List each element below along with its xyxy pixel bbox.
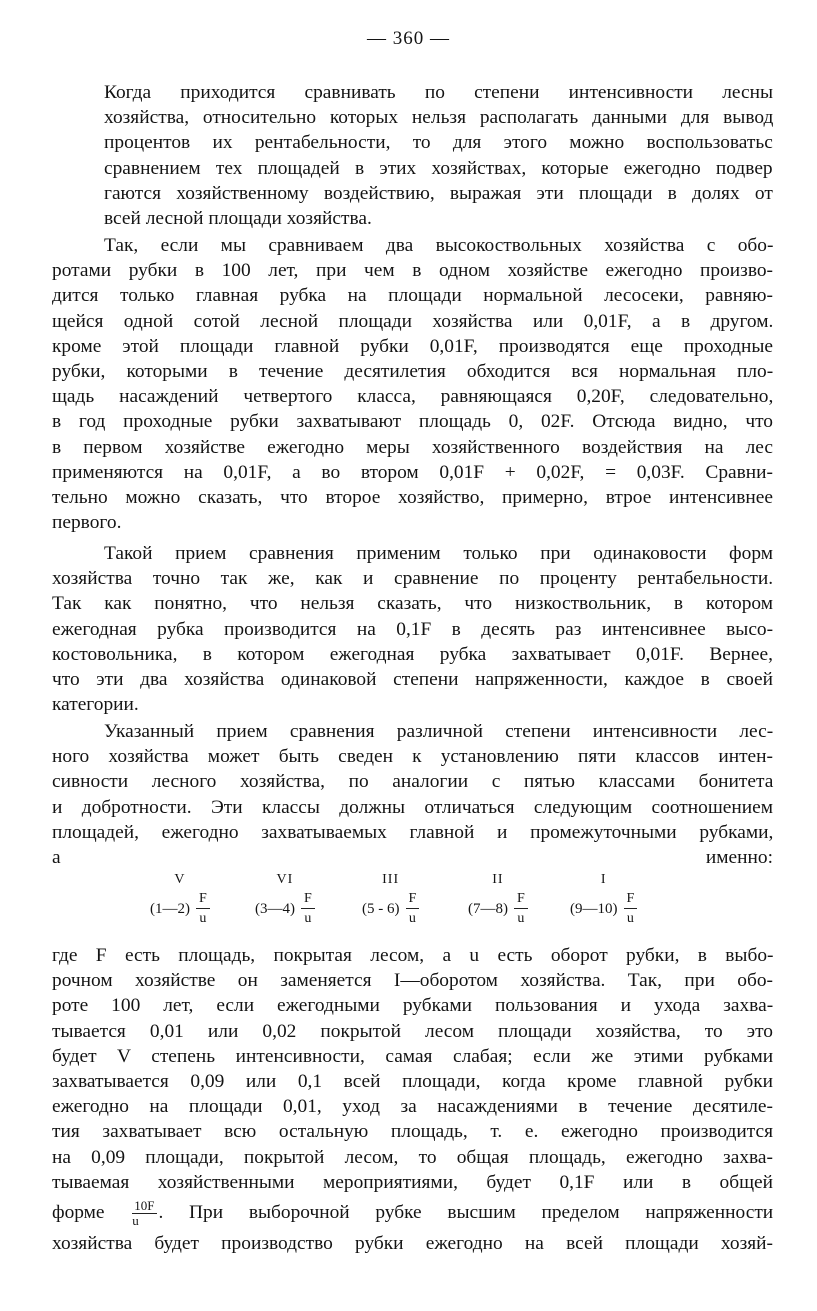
text-line: всей лесной площади хозяйства. xyxy=(104,208,372,230)
fraction-numerator: F xyxy=(301,890,315,909)
paragraph-4-body xyxy=(52,719,773,870)
paragraph-3-body xyxy=(52,541,773,717)
class-range: (7—8) xyxy=(468,900,508,917)
class-range: (1—2) xyxy=(150,900,190,917)
text-line: ного хозяйства может быть сведен к установлению пяти классов интен- xyxy=(52,746,773,768)
text-line: Указанный прием сравнения различной степени интенсивности лес- xyxy=(104,721,774,742)
fraction-denominator: u xyxy=(132,1213,139,1229)
paragraph-2 xyxy=(52,233,773,535)
intensity-class-i xyxy=(570,872,637,929)
paragraph-3 xyxy=(52,541,773,717)
text-line: сравнением тех площадей в этих хозяйствах, которые ежегодно подвер xyxy=(104,157,773,179)
class-range: (3—4) xyxy=(255,900,295,917)
inline-fraction xyxy=(132,1199,156,1228)
text-line: и добротности. Эти классы должны отличаться следующим соотношением xyxy=(52,796,773,818)
text-line: сивности лесного хозяйства, по аналогии с пятью классами бонитета xyxy=(52,771,774,793)
fraction-numerator: F xyxy=(196,890,210,909)
text-line: тывается 0,01 или 0,02 покрытой лесом площади хозяйства, то это xyxy=(52,1020,773,1042)
text-line: хозяйства будет производство рубки ежегодно на всей площади хозяй- xyxy=(52,1233,773,1255)
paragraph-1-body xyxy=(52,80,773,231)
text-line: тываемая хозяйственными мероприятиями, будет 0,1F или в общей xyxy=(52,1171,773,1193)
text-line: Такой прием сравнения применим только при одинаковости форм xyxy=(104,543,773,564)
text-line-with-fraction xyxy=(52,1195,773,1231)
paragraph-5 xyxy=(52,943,773,1256)
text-line: процентов их рентабельности, то для этого можно воспользоватьс xyxy=(104,132,773,154)
text-line: в год проходные рубки захватывают площадь 0, 02F. Отсюда видно, что xyxy=(52,411,773,433)
text-line: в первом хозяйстве ежегодно меры хозяйственного воздействия на лес xyxy=(52,436,773,458)
text-fragment: форме xyxy=(52,1202,105,1224)
intensity-class-vi xyxy=(255,872,315,929)
text-line: щейся одной сотой лесной площади хозяйства или 0,01F, а в другом. xyxy=(52,310,774,332)
fraction-numerator: F xyxy=(406,890,420,909)
paragraph-1 xyxy=(52,80,773,231)
class-fraction xyxy=(196,890,210,929)
fraction-numerator: F xyxy=(514,890,528,909)
text-line: тельно можно сказать, что второе хозяйство, примерно, втрое интенсивнее xyxy=(52,487,773,509)
class-roman: III xyxy=(382,872,400,887)
text-line: что эти два хозяйства одинаковой степени напряженности, каждое в своей xyxy=(52,669,773,691)
text-line: первого. xyxy=(52,512,122,534)
text-line: тия захватывает всю остальную площадь, т. е. ежегодно производится xyxy=(52,1121,773,1143)
text-line: хозяйства точно так же, как и сравнение по проценту рентабельности. xyxy=(52,568,774,590)
text-line: роте 100 лет, если ежегодными рубками пользования и ухода захва- xyxy=(52,995,774,1017)
fraction-denominator: u xyxy=(626,911,634,926)
text-line: захватывается 0,09 или 0,1 всей площади, когда кроме главной рубки xyxy=(52,1071,773,1093)
class-range: (5 - 6) xyxy=(362,900,400,917)
class-range: (9—10) xyxy=(570,900,618,917)
fraction-numerator: F xyxy=(624,890,638,909)
text-line: костовольника, в котором ежегодная рубка захватывает 0,01F. Вернее, xyxy=(52,643,773,665)
text-line: площадей, ежегодно захватываемых главной и промежуточными рубками, xyxy=(52,821,774,843)
paragraph-5-body xyxy=(52,943,773,1256)
fraction-denominator: u xyxy=(517,911,525,926)
text-line: ежегодная рубка производится на 0,1F в десять раз интенсивнее высо- xyxy=(52,618,774,640)
fraction-denominator: u xyxy=(199,911,207,926)
text-line: на 0,09 площади, покрытой лесом, то общая площадь, ежегодно захва- xyxy=(52,1146,773,1168)
intensity-class-ii xyxy=(468,872,528,929)
intensity-class-iii xyxy=(362,872,419,929)
class-fraction xyxy=(624,890,638,929)
text-line: где F есть площадь, покрытая лесом, а u есть оборот рубки, в выбо- xyxy=(52,945,774,966)
fraction-numerator: 10F xyxy=(134,1198,155,1214)
text-line: дится только главная рубка на площади нормальной лесосеки, равняю- xyxy=(52,285,773,307)
class-roman: V xyxy=(174,872,186,887)
text-line: рочном хозяйстве он заменяется I—оборотом хозяйства. Так, при обо- xyxy=(52,970,773,992)
text-line: гаются хозяйственному воздействию, выражая эти площади в долях от xyxy=(104,182,773,204)
text-line: Так как понятно, что нельзя сказать, что низкоствольник, в котором xyxy=(52,593,773,615)
text-line: рубки, которыми в течение десятилетия обходится вся нормальная пло- xyxy=(52,361,774,383)
class-fraction xyxy=(514,890,528,929)
text-line: применяются на 0,01F, а во втором 0,01F + 0,02F, = 0,03F. Сравни- xyxy=(52,461,773,483)
intensity-class-v xyxy=(150,872,210,929)
text-line: Когда приходится сравнивать по степени интенсивности лесны xyxy=(104,82,774,103)
paragraph-2-body xyxy=(52,233,773,535)
class-roman: I xyxy=(600,872,607,887)
text-fragment: . При выборочной рубке высшим пределом напряженности xyxy=(158,1202,774,1224)
paragraph-4 xyxy=(52,719,773,870)
class-roman: II xyxy=(492,872,504,887)
page-number: — 360 — xyxy=(367,28,450,49)
text-line: кроме этой площади главной рубки 0,01F, производятся еще проходные xyxy=(52,335,774,357)
text-line: будет V степень интенсивности, самая слабая; если же этими рубками xyxy=(52,1045,774,1067)
text-line: Так, если мы сравниваем два высокоствольных хозяйства с обо- xyxy=(104,235,774,256)
intensity-classes-formula xyxy=(150,872,670,936)
class-fraction xyxy=(406,890,420,929)
class-roman: VI xyxy=(276,872,294,887)
text-line: ежегодно на площади 0,01, уход за насаждениями в течение десятиле- xyxy=(52,1096,773,1118)
fraction-denominator: u xyxy=(304,911,312,926)
text-line: щадь насаждений четвертого класса, равняющаяся 0,20F, следовательно, xyxy=(52,386,774,408)
class-fraction xyxy=(301,890,315,929)
fraction-denominator: u xyxy=(408,911,416,926)
text-line: хозяйства, относительно которых нельзя располагать данными для вывод xyxy=(104,107,774,129)
text-line: ротами рубки в 100 лет, при чем в одном хозяйстве ежегодно произво- xyxy=(52,260,773,282)
text-line: категории. xyxy=(52,694,139,716)
text-line: а именно: xyxy=(52,847,773,869)
